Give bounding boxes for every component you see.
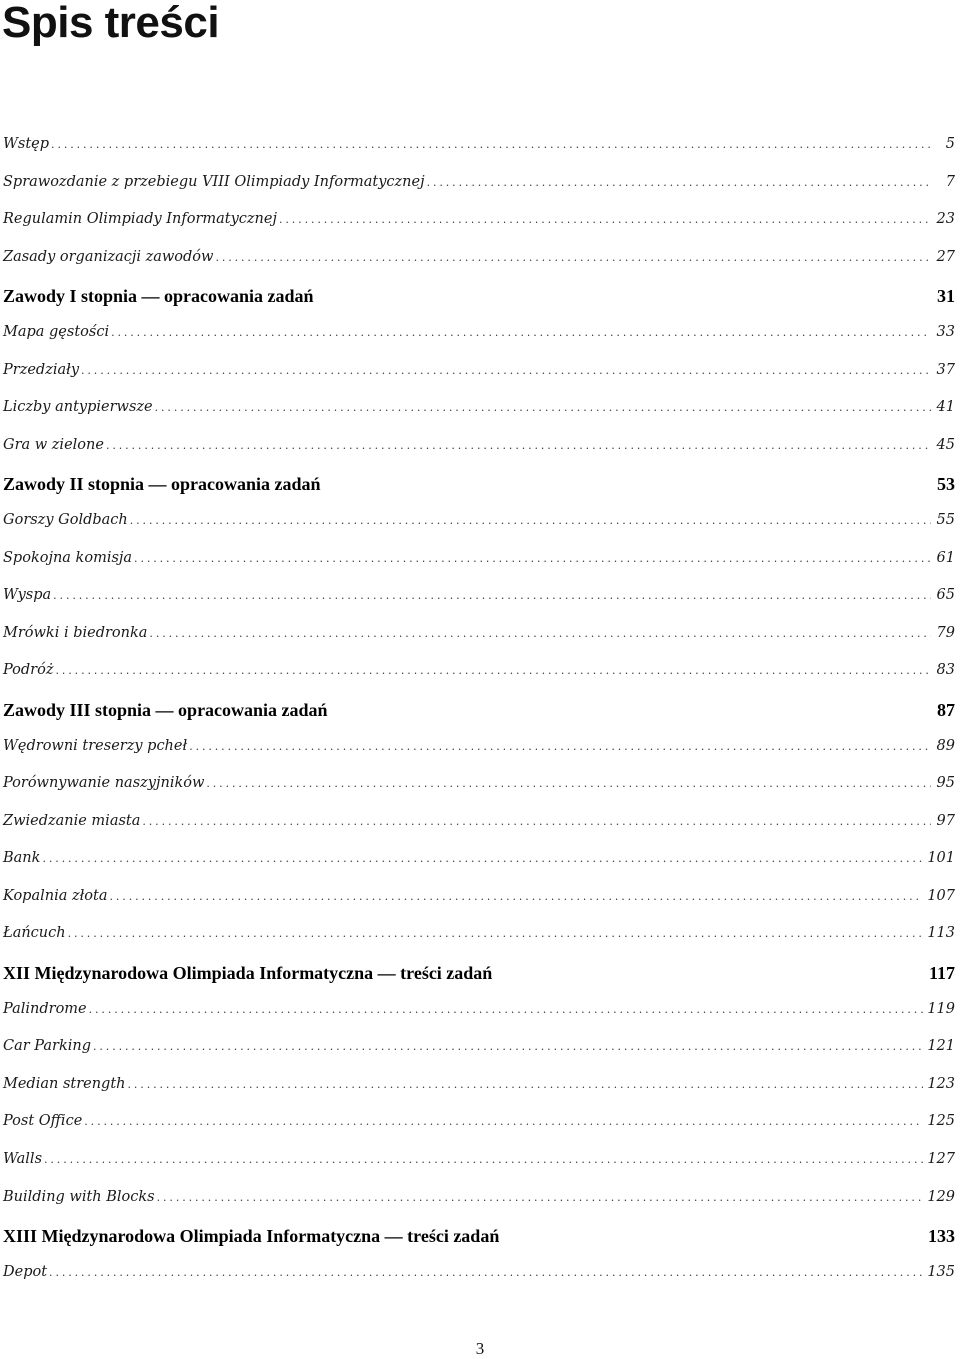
toc-entry: [3, 1264, 955, 1302]
toc-label: Kopalnia złota: [3, 887, 108, 904]
toc-label: Gra w zielone: [3, 436, 104, 453]
dot-leader: [279, 213, 931, 226]
toc-entry: [3, 1113, 955, 1151]
toc-page-number: 89: [936, 737, 955, 754]
dot-leader: [215, 251, 931, 264]
toc-page-number: 135: [927, 1263, 955, 1280]
toc-entry: [3, 1189, 955, 1227]
toc-entry: [3, 1076, 955, 1114]
toc-entry: [3, 850, 955, 888]
dot-leader: [206, 777, 931, 790]
toc-page-number: 33: [936, 323, 955, 340]
toc-entry: [3, 662, 955, 700]
toc-label: Bank: [3, 850, 41, 867]
toc-label: Depot: [3, 1263, 48, 1280]
toc-label: Building with Blocks: [3, 1188, 155, 1205]
toc-label: Sprawozdanie z przebiegu VIII Olimpiady Informatycznej: [3, 173, 425, 190]
dot-leader: [93, 1040, 923, 1053]
dot-leader: [149, 627, 931, 640]
toc-page-number: 97: [936, 812, 955, 829]
toc-label: Wędrowni treserzy pcheł: [3, 737, 188, 754]
toc-label: Porównywanie naszyjników: [3, 775, 205, 792]
toc-entry: [3, 888, 955, 926]
toc-label: XII Międzynarodowa Olimpiada Informatyczna — treści zadań: [3, 963, 493, 984]
toc-label: Łańcuch: [3, 925, 66, 942]
toc-entry: [3, 512, 955, 550]
toc-page-number: 65: [936, 587, 955, 604]
toc-page-number: 55: [936, 511, 955, 528]
toc-page-number: 37: [936, 361, 955, 378]
table-of-contents: [3, 136, 955, 1301]
toc-label: Liczby antypierwsze: [3, 399, 153, 416]
toc-page-number: 123: [927, 1075, 955, 1092]
dot-leader: [89, 1003, 924, 1016]
toc-page-number: 31: [937, 286, 955, 307]
toc-page-number: 127: [927, 1151, 955, 1168]
toc-page-number: 87: [937, 699, 955, 720]
toc-part-heading: [3, 1226, 955, 1264]
toc-page-number: 107: [927, 887, 955, 904]
toc-page-number: 101: [927, 850, 955, 867]
toc-part-heading: [3, 474, 955, 512]
toc-entry: [3, 813, 955, 851]
toc-part-heading: [3, 963, 955, 1001]
toc-page-number: 133: [928, 1226, 955, 1247]
toc-page-number: 53: [937, 474, 955, 495]
toc-entry: [3, 174, 955, 212]
dot-leader: [53, 589, 931, 602]
dot-leader: [84, 1115, 923, 1128]
toc-label: XIII Międzynarodowa Olimpiada Informatyczna — treści zadań: [3, 1226, 500, 1247]
toc-label: Zasady organizacji zawodów: [3, 248, 214, 265]
toc-label: Palindrome: [3, 1000, 87, 1017]
toc-entry: [3, 136, 955, 174]
toc-label: Gorszy Goldbach: [3, 511, 128, 528]
dot-leader: [155, 401, 931, 414]
toc-page-number: 121: [927, 1038, 955, 1055]
toc-label: Zawody I stopnia — opracowania zadań: [3, 286, 314, 307]
page-number: 3: [475, 1339, 485, 1358]
dot-leader: [128, 1078, 924, 1091]
toc-label: Mapa gęstości: [3, 323, 110, 340]
dot-leader: [189, 740, 931, 753]
toc-entry: [3, 437, 955, 475]
dot-leader: [110, 890, 924, 903]
toc-entry: [3, 625, 955, 663]
toc-page-number: 45: [936, 436, 955, 453]
toc-page-number: 117: [928, 963, 955, 984]
toc-entry: [3, 550, 955, 588]
toc-page-number: 83: [936, 662, 955, 679]
toc-label: Podróż: [3, 662, 54, 679]
toc-page-number: 23: [936, 211, 955, 228]
toc-entry: [3, 249, 955, 287]
page-title: Spis treści: [2, 0, 220, 47]
toc-page-number: 113: [927, 925, 955, 942]
toc-page-number: 61: [936, 549, 955, 566]
toc-label: Spokojna komisja: [3, 549, 133, 566]
toc-entry: [3, 362, 955, 400]
dot-leader: [111, 326, 931, 339]
toc-entry: [3, 738, 955, 776]
toc-page-number: 41: [936, 399, 955, 416]
toc-entry: [3, 1038, 955, 1076]
toc-label: Post Office: [3, 1113, 83, 1130]
toc-label: Walls: [3, 1151, 43, 1168]
toc-part-heading: [3, 700, 955, 738]
toc-label: Car Parking: [3, 1038, 92, 1055]
toc-label: Wyspa: [3, 587, 52, 604]
toc-label: Wstęp: [3, 136, 50, 152]
toc-label: Regulamin Olimpiady Informatycznej: [3, 211, 277, 228]
dot-leader: [68, 927, 924, 940]
toc-page-number: 79: [936, 624, 955, 641]
toc-label: Zawody II stopnia — opracowania zadań: [3, 474, 321, 495]
toc-entry: [3, 775, 955, 813]
toc-page-number: 5: [945, 136, 955, 152]
toc-label: Mrówki i biedronka: [3, 624, 148, 641]
toc-entry: [3, 324, 955, 362]
toc-page-number: 7: [945, 173, 955, 190]
toc-entry: [3, 1001, 955, 1039]
dot-leader: [81, 364, 931, 377]
toc-label: Zawody III stopnia — opracowania zadań: [3, 699, 328, 720]
toc-page-number: 125: [927, 1113, 955, 1130]
toc-entry: [3, 211, 955, 249]
dot-leader: [49, 1266, 923, 1279]
toc-page-number: 119: [927, 1000, 955, 1017]
toc-label: Median strength: [3, 1075, 126, 1092]
toc-entry: [3, 1151, 955, 1189]
toc-entry: [3, 399, 955, 437]
dot-leader: [130, 514, 931, 527]
toc-label: Przedziały: [3, 361, 80, 378]
dot-leader: [157, 1191, 924, 1204]
dot-leader: [42, 852, 923, 865]
toc-page-number: 27: [936, 248, 955, 265]
dot-leader: [106, 439, 931, 452]
dot-leader: [142, 815, 931, 828]
dot-leader: [55, 664, 931, 677]
dot-leader: [427, 176, 931, 189]
toc-part-heading: [3, 286, 955, 324]
toc-entry: [3, 587, 955, 625]
toc-page-number: 95: [936, 775, 955, 792]
toc-label: Zwiedzanie miasta: [3, 812, 141, 829]
dot-leader: [44, 1153, 923, 1166]
dot-leader: [51, 138, 931, 151]
toc-entry: [3, 925, 955, 963]
toc-page-number: 129: [927, 1188, 955, 1205]
dot-leader: [134, 552, 931, 565]
